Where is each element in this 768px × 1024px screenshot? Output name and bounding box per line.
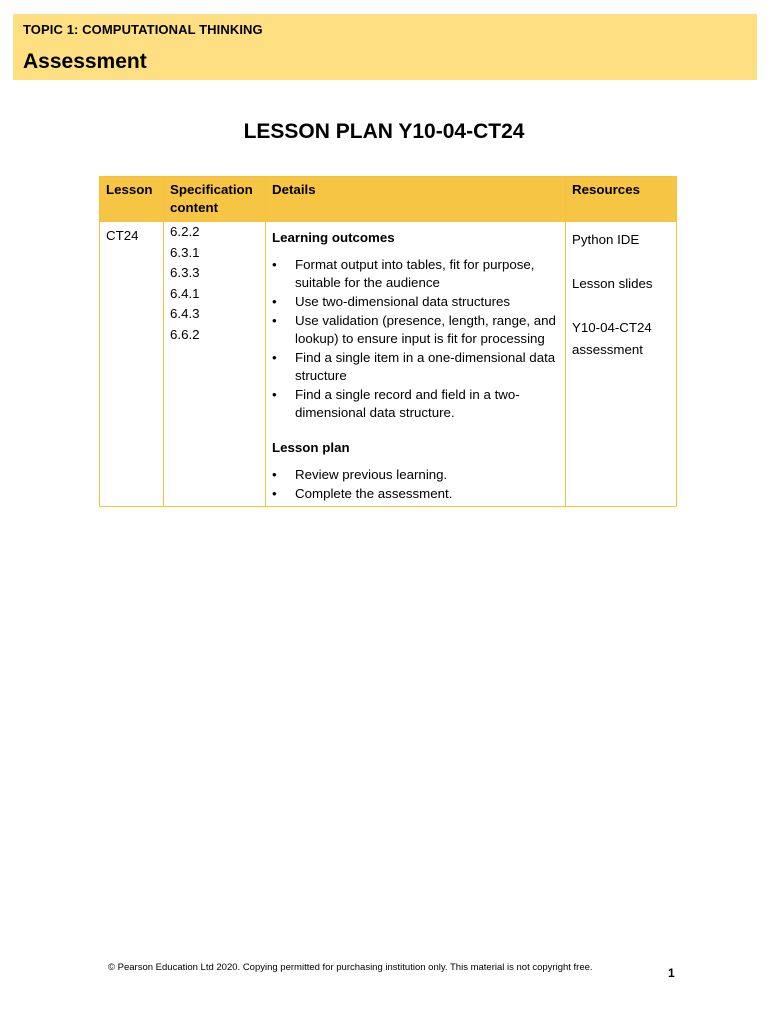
list-item: • Find a single record and field in a two-dimensional data structure. [272,386,559,422]
header-specification-content [164,177,266,222]
list-item: • Complete the assessment. [272,485,559,503]
lesson-cell [100,222,164,507]
list-item: • Find a single item in a one-dimensional data structure [272,349,559,385]
learning-outcomes-heading: Learning outcomes [272,230,395,245]
header-details: Details [266,177,566,222]
table-row [100,222,677,507]
copyright-notice: © Pearson Education Ltd 2020. Copying permitted for purchasing institution only. This material is not copyright free. [108,962,593,973]
topic-label: TOPIC 1: COMPUTATIONAL THINKING [23,22,263,37]
learning-outcomes-list [272,256,559,422]
resource-assessment-line2: assessment [572,342,643,357]
lesson-code: CT24 [106,228,139,243]
list-item: • Use validation (presence, length, range, and lookup) to ensure input is fit for processing [272,312,559,348]
lesson-plan-list [272,466,559,503]
header-spec-line2: content [170,200,219,215]
spec-item: 6.3.3 [170,265,200,280]
spec-item: 6.2.2 [170,224,200,239]
topic-header-bar [13,14,757,80]
lesson-plan-heading: Lesson plan [272,440,350,455]
spec-item: 6.6.2 [170,326,200,342]
spec-cell [164,222,266,507]
spec-item: 6.3.1 [170,244,200,260]
page-number: 1 [668,966,675,980]
list-item: • Review previous learning. [272,466,559,484]
resource-lesson-slides: Lesson slides [572,276,653,291]
resources-cell [566,222,677,507]
page-title: LESSON PLAN Y10-04-CT24 [243,120,525,143]
section-title: Assessment [23,50,147,73]
resource-assessment-line1: Y10-04-CT24 [572,320,652,335]
header-spec-line1: Specification [170,182,253,197]
spec-item: 6.4.1 [170,285,200,301]
list-item: • Format output into tables, fit for purpose, suitable for the audience [272,256,559,292]
resource-python-ide: Python IDE [572,232,640,247]
header-lesson: Lesson [100,177,164,222]
table-header-row [100,177,677,222]
list-item: • Use two-dimensional data structures [272,293,559,311]
details-cell [266,222,566,507]
header-resources: Resources [566,177,677,222]
spec-item: 6.4.3 [170,306,200,321]
lesson-plan-table [99,176,677,507]
